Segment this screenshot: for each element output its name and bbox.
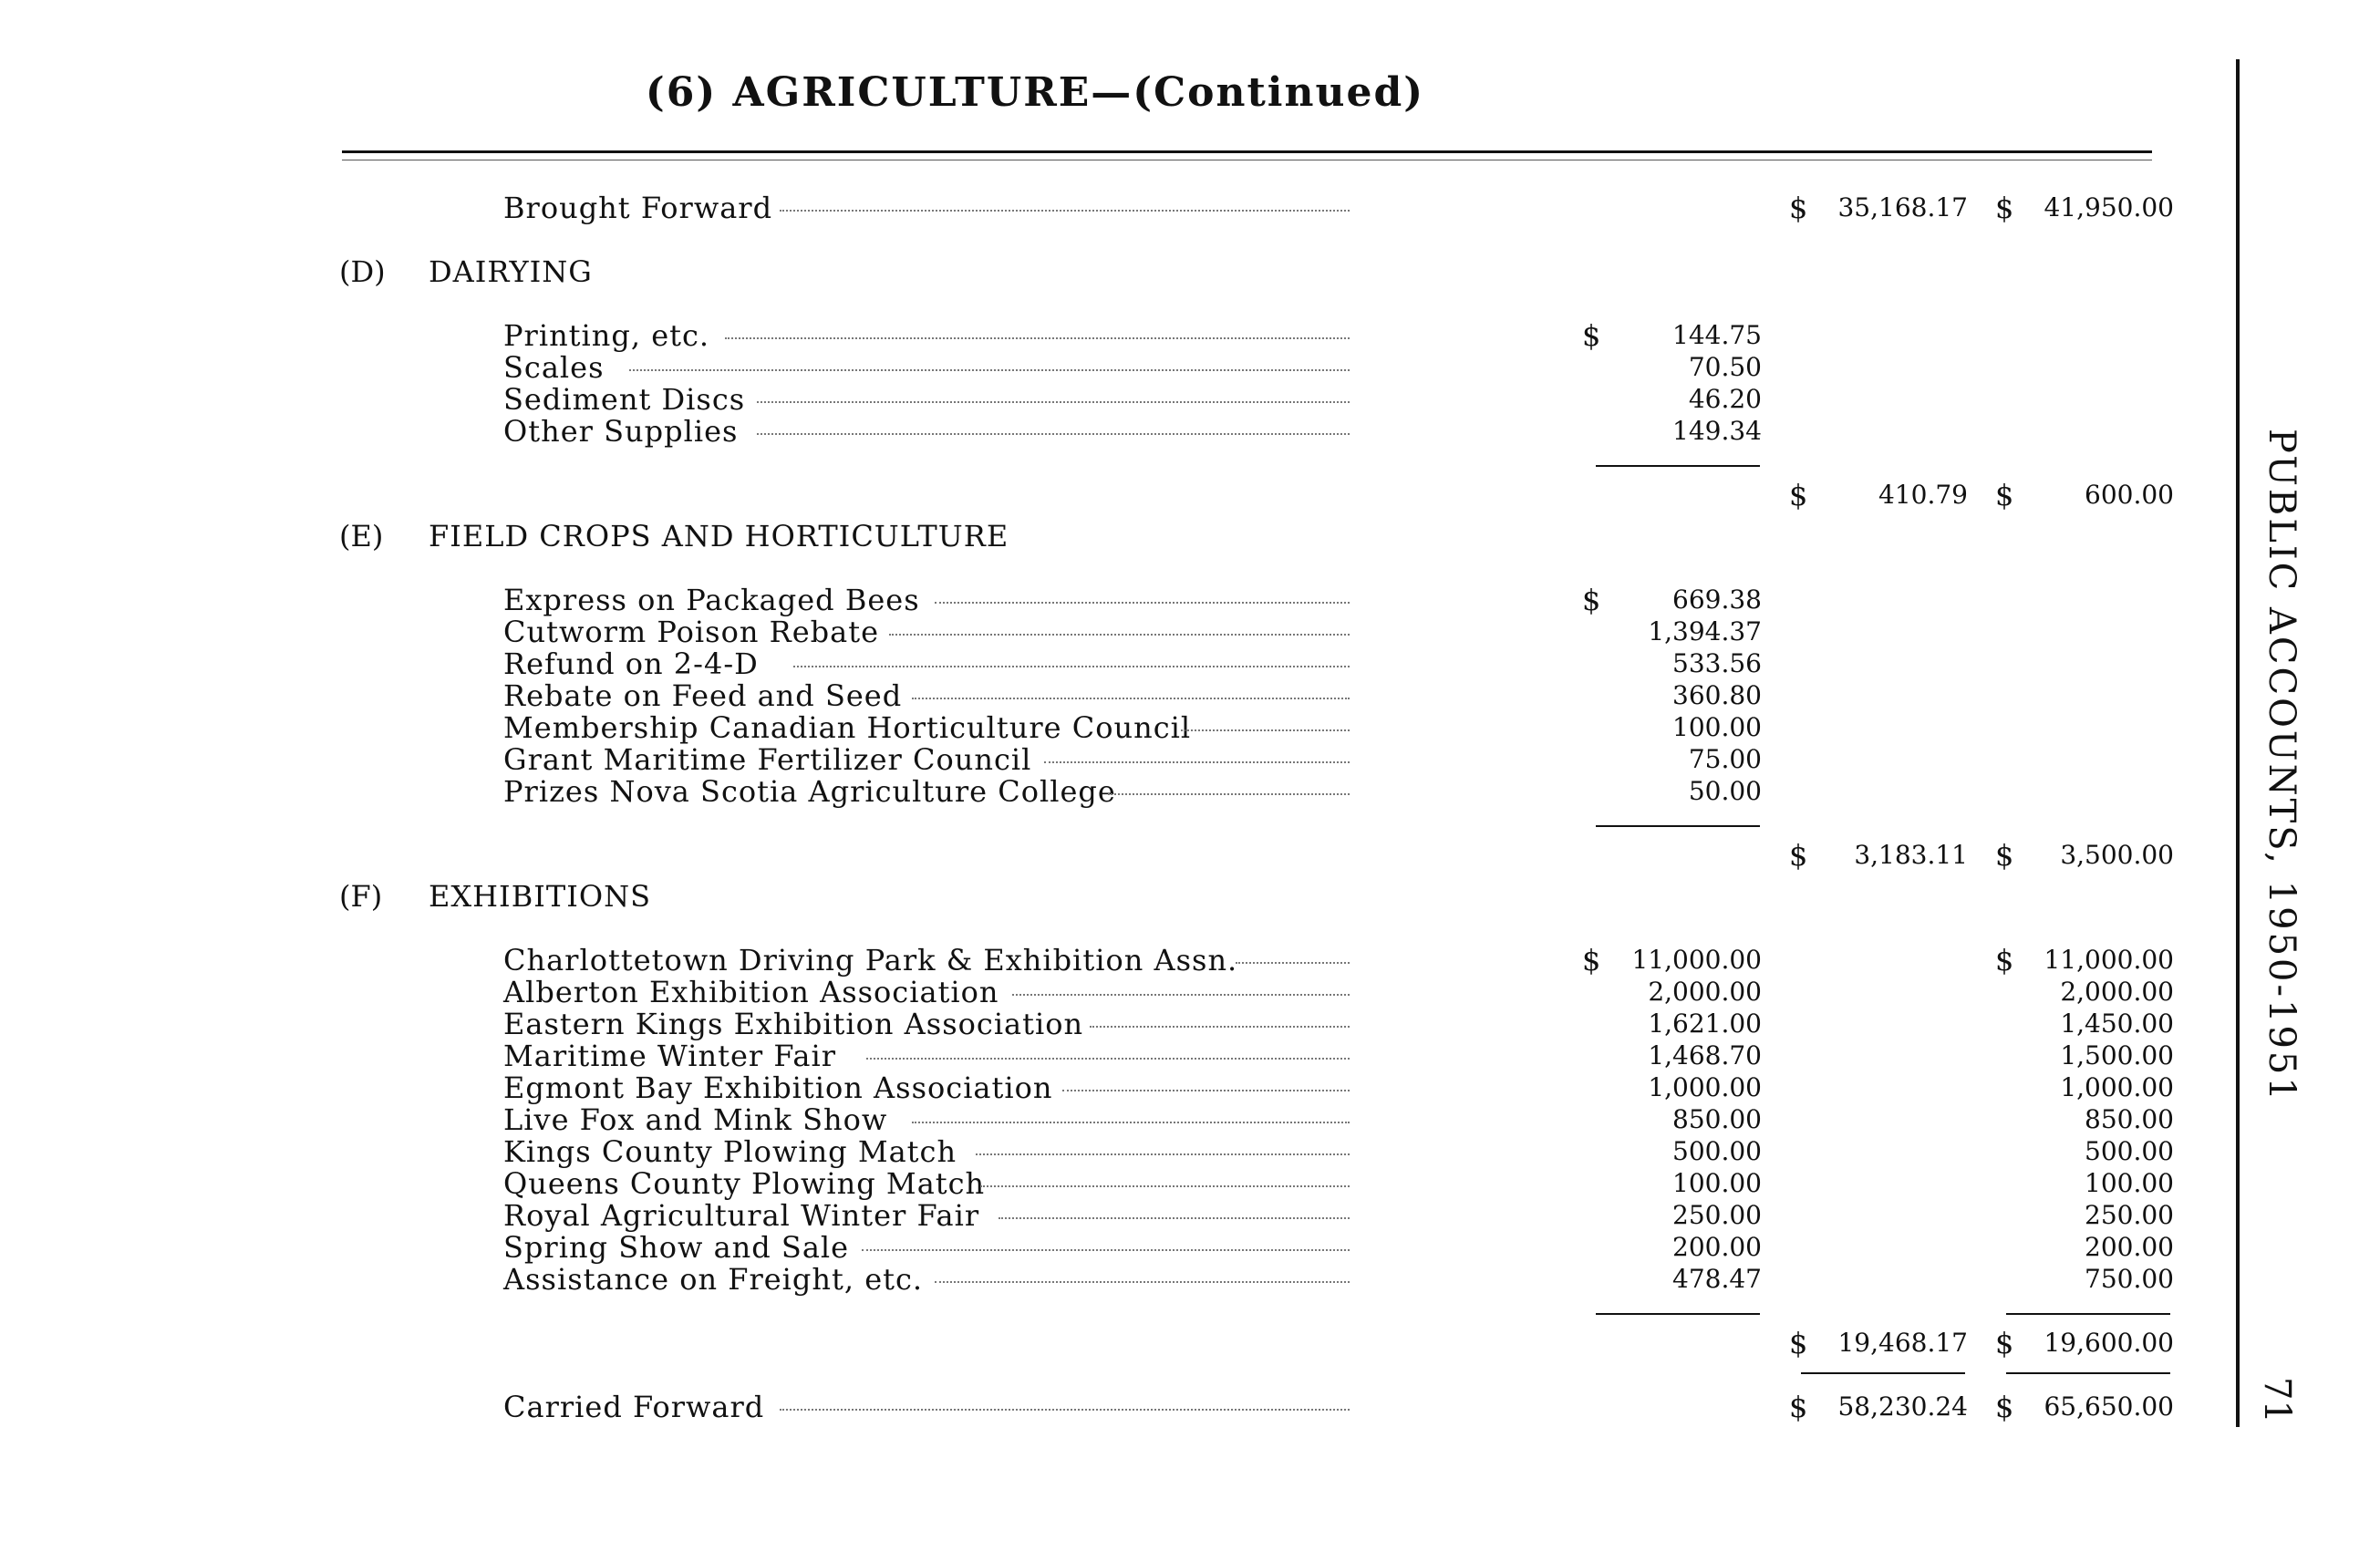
line-item-label: Membership Canadian Horticulture Council [503,710,1192,745]
page-heading: (6) AGRICULTURE—(Continued) [645,69,1425,116]
amount: 3,500.00 [2060,840,2174,870]
line-item [0,1071,2234,1104]
line-item-estimate: 200.00 [2085,1232,2174,1262]
section-letter: (E) [339,519,384,553]
line-item [0,775,2234,808]
dollar-sign: $ [1789,1326,1808,1360]
margin-rule [2236,59,2240,1427]
line-item-label: Rebate on Feed and Seed [503,678,903,713]
line-item-estimate: 11,000.00 [2044,945,2174,975]
line-item [0,383,2234,416]
line-item-estimate: 500.00 [2085,1136,2174,1166]
subtotal-rule [1596,465,1760,467]
section-letter: (F) [339,879,383,914]
dot-leader [1062,1088,1350,1091]
amount: 19,600.00 [2044,1328,2174,1358]
line-item [0,1167,2234,1200]
dot-leader [935,600,1350,604]
line-item-label: Spring Show and Sale [503,1230,850,1265]
line-item [0,351,2234,384]
line-item-estimate: 2,000.00 [2060,977,2174,1007]
line-item-label: Scales [503,350,605,385]
line-item-label: Kings County Plowing Match [503,1134,957,1169]
dollar-sign: $ [1789,1390,1808,1424]
dot-leader [1236,960,1350,964]
section-heading-exhibitions [0,880,2234,913]
line-item-estimate: 100.00 [2085,1168,2174,1198]
row-label: Brought Forward [503,191,773,225]
line-item-label: Egmont Bay Exhibition Association [503,1070,1053,1105]
dollar-sign: $ [1995,478,2014,512]
line-item-estimate: 750.00 [2085,1264,2174,1294]
line-item-label: Cutworm Poison Rebate [503,615,880,649]
dollar-sign: $ [1995,838,2014,873]
amount: 58,230.24 [1837,1391,1968,1422]
line-item-amount: 1,000.00 [1648,1072,1762,1102]
line-item [0,1199,2234,1232]
exhibitions-total-row [0,1327,2234,1360]
dot-leader [935,1279,1350,1283]
section-letter: (D) [339,254,386,289]
dollar-sign: $ [1995,1390,2014,1424]
dairying-total-row [0,479,2234,512]
line-item-amount: 70.50 [1688,352,1762,382]
amount: 65,650.00 [2044,1391,2174,1422]
line-item-amount: 669.38 [1672,584,1762,615]
subtotal-rule [1596,1313,1760,1315]
line-item-amount: 478.47 [1672,1264,1762,1294]
amount: 41,950.00 [2044,192,2174,222]
dot-leader [976,1152,1350,1155]
section-heading-dairying [0,255,2234,288]
subtotal-rule [2006,1313,2170,1315]
field-crops-total-row [0,839,2234,872]
section-title: FIELD CROPS AND HORTICULTURE [429,519,1009,553]
line-item [0,584,2234,616]
line-item-amount: 2,000.00 [1648,977,1762,1007]
amount: 35,168.17 [1837,192,1968,222]
line-item-estimate: 250.00 [2085,1200,2174,1230]
line-item-label: Printing, etc. [503,318,710,353]
line-item [0,1008,2234,1040]
dot-leader [1044,760,1350,763]
dot-leader [1181,728,1350,731]
amount: 600.00 [2085,480,2174,510]
line-item-amount: 1,468.70 [1648,1040,1762,1070]
line-item [0,615,2234,648]
dot-leader [725,336,1350,339]
line-item-label: Other Supplies [503,414,739,449]
line-item [0,647,2234,680]
line-item [0,679,2234,712]
dot-leader [912,1120,1350,1123]
dot-leader [889,632,1350,636]
page-number: 71 [2256,1377,2298,1423]
line-item [0,1039,2234,1072]
line-item-amount: 46.20 [1688,384,1762,414]
section-title: DAIRYING [429,254,593,289]
dollar-sign: $ [1582,943,1601,977]
dot-leader [862,1247,1350,1251]
header-rule [342,150,2152,153]
line-item [0,944,2234,977]
line-item-amount: 250.00 [1672,1200,1762,1230]
dot-leader [757,431,1350,435]
line-item-estimate: 1,450.00 [2060,1008,2174,1039]
line-item-amount: 75.00 [1688,744,1762,774]
line-item-amount: 144.75 [1672,320,1762,350]
dot-leader [629,367,1350,371]
section-title: EXHIBITIONS [429,879,651,914]
line-item-amount: 1,394.37 [1648,616,1762,646]
total-rule [1801,1372,1965,1374]
line-item-label: Eastern Kings Exhibition Association [503,1007,1084,1041]
dot-leader [866,1056,1350,1060]
dollar-sign: $ [1582,583,1601,617]
dot-leader [1108,791,1350,795]
dollar-sign: $ [1995,1326,2014,1360]
carried-forward-row [0,1391,2234,1423]
line-item-estimate: 850.00 [2085,1104,2174,1134]
line-item [0,1103,2234,1136]
subtotal-rule [1596,825,1760,827]
dot-leader [780,1407,1350,1411]
line-item-label: Prizes Nova Scotia Agriculture College [503,774,1116,809]
line-item-label: Royal Agricultural Winter Fair [503,1198,980,1233]
line-item [0,976,2234,1008]
amount: 19,468.17 [1837,1328,1968,1358]
line-item [0,743,2234,776]
dollar-sign: $ [1995,943,2014,977]
line-item [0,1263,2234,1296]
line-item-estimate: 1,500.00 [2060,1040,2174,1070]
line-item-estimate: 1,000.00 [2060,1072,2174,1102]
line-item-label: Live Fox and Mink Show [503,1102,888,1137]
line-item-amount: 100.00 [1672,712,1762,742]
line-item [0,1135,2234,1168]
line-item-amount: 1,621.00 [1648,1008,1762,1039]
section-heading-field-crops [0,520,2234,553]
line-item-label: Refund on 2-4-D [503,646,759,681]
line-item-label: Grant Maritime Fertilizer Council [503,742,1032,777]
line-item-label: Express on Packaged Bees [503,583,920,617]
line-item-label: Queens County Plowing Match [503,1166,986,1201]
line-item-amount: 50.00 [1688,776,1762,806]
line-item-label: Maritime Winter Fair [503,1039,836,1073]
dot-leader [780,208,1350,212]
line-item [0,415,2234,448]
line-item-amount: 200.00 [1672,1232,1762,1262]
dollar-sign: $ [1995,191,2014,225]
line-item-amount: 533.56 [1672,648,1762,678]
line-item-label: Charlottetown Driving Park & Exhibition Assn. [503,943,1238,977]
dollar-sign: $ [1582,318,1601,353]
amount: 410.79 [1878,480,1968,510]
line-item-label: Alberton Exhibition Association [503,975,999,1009]
line-item-amount: 500.00 [1672,1136,1762,1166]
line-item [0,1231,2234,1264]
line-item-label: Sediment Discs [503,382,746,417]
line-item [0,319,2234,352]
dot-leader [793,664,1350,667]
total-rule [2006,1372,2170,1374]
dot-leader [999,1215,1350,1219]
row-label: Carried Forward [503,1390,765,1424]
dot-leader [912,696,1350,699]
line-item [0,711,2234,744]
line-item-amount: 100.00 [1672,1168,1762,1198]
dot-leader [757,399,1350,403]
line-item-label: Assistance on Freight, etc. [503,1262,924,1297]
dollar-sign: $ [1789,478,1808,512]
dollar-sign: $ [1789,191,1808,225]
running-title: PUBLIC ACCOUNTS, 1950-1951 [2261,429,2302,1103]
dot-leader [1012,992,1350,996]
line-item-amount: 850.00 [1672,1104,1762,1134]
dot-leader [1090,1024,1350,1028]
amount: 3,183.11 [1854,840,1968,870]
line-item-amount: 149.34 [1672,416,1762,446]
dot-leader [980,1184,1350,1187]
brought-forward-row [0,191,2234,224]
line-item-amount: 360.80 [1672,680,1762,710]
line-item-amount: 11,000.00 [1631,945,1762,975]
dollar-sign: $ [1789,838,1808,873]
